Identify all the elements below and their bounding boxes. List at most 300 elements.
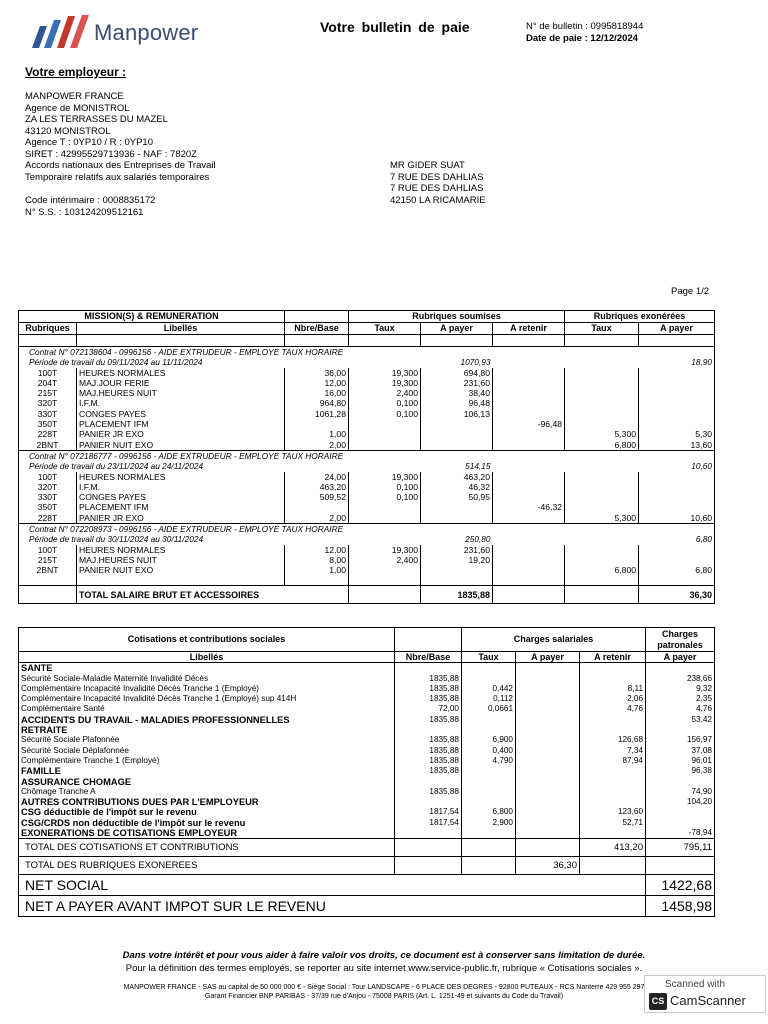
total-brut-row [19, 586, 715, 604]
taux [462, 766, 516, 776]
taux: 19,300 [349, 368, 421, 378]
a-retenir [580, 766, 646, 776]
taux-exo: 5,300 [565, 513, 639, 524]
a-payer: 106,13 [421, 409, 493, 419]
a-retenir [493, 555, 565, 565]
taux-exo [565, 545, 639, 555]
a-payer: 50,95 [421, 492, 493, 502]
rubrique-code: 320T [19, 482, 77, 492]
table-row [19, 409, 715, 419]
a-retenir [493, 429, 565, 439]
libelle: PANIER NUIT EXO [77, 440, 285, 451]
table-row [19, 694, 715, 704]
footer-legal-line: Garant Financier BNP PARIBAS - 37/39 rue d'Anjou - 75008 PARIS (Art. L. 1251-49 et suivants du Code du Travail) [204, 993, 564, 1000]
salariales-header: Charges salariales [462, 628, 646, 652]
net-payer-label: NET A PAYER AVANT IMPOT SUR LE REVENU [19, 896, 646, 917]
taux: 0,100 [349, 409, 421, 419]
a-payer: 463,20 [421, 472, 493, 482]
rubrique-code: 100T [19, 368, 77, 378]
table-row [19, 818, 715, 828]
libelle: Complémentaire Tranche 1 (Employé) [19, 756, 395, 766]
libelle: PANIER JR EXO [77, 429, 285, 439]
period-label: Période de travail du 09/11/2024 au 11/11/2024 [29, 357, 203, 368]
a-payer [516, 746, 580, 756]
nbre-base: 1817,54 [395, 807, 462, 817]
taux [349, 440, 421, 451]
table-row [19, 797, 715, 807]
a-payer-patronal: 2,35 [646, 694, 715, 704]
taux: 0,100 [349, 492, 421, 502]
employer-line: 43120 MONISTROL [25, 125, 111, 137]
a-payer-patronal [646, 663, 715, 674]
a-retenir: 8,11 [580, 684, 646, 694]
col-a-payer: A payer [516, 652, 580, 663]
nbre-base: 1835,88 [395, 674, 462, 684]
col-a-payer-exo: A payer [639, 323, 715, 335]
contract-title: Contrat N° 072208973 - 0996156 - AIDE EXTRUDEUR - EMPLOYE TAUX HORAIRE [19, 524, 715, 535]
taux: 0,100 [349, 398, 421, 408]
table-row [19, 828, 715, 839]
taux: 0,442 [462, 684, 516, 694]
table-row [19, 482, 715, 492]
libelle: PLACEMENT IFM [77, 502, 285, 512]
total-cotisations-retenir: 413,20 [580, 839, 646, 857]
period-row [19, 357, 715, 367]
table-row [19, 787, 715, 797]
taux-exo: 6,800 [565, 440, 639, 451]
libelle: PLACEMENT IFM [77, 419, 285, 429]
nbre-base: 1835,88 [395, 715, 462, 725]
table-row [19, 807, 715, 817]
exonerees-header: Rubriques exonérées [565, 311, 715, 323]
table-row [19, 472, 715, 482]
a-retenir [580, 674, 646, 684]
nbre-base: 1835,88 [395, 746, 462, 756]
libelle: I.F.M. [77, 482, 285, 492]
a-retenir [493, 545, 565, 555]
a-payer: 231,60 [421, 545, 493, 555]
a-retenir: 52,71 [580, 818, 646, 828]
a-payer-patronal: 104,20 [646, 797, 715, 807]
camscanner-icon: CS [649, 993, 667, 1010]
a-payer: 38,40 [421, 388, 493, 398]
footer-legal-line: MANPOWER FRANCE - SAS au capital de 50 000 000 € - Siège Social : Tour LANDSCAPE - 6 PLACE DES DEGRES - 92800 PUTEAUX - RCS Nanterre 429 955 297 [123, 984, 645, 991]
nbre-base [395, 725, 462, 735]
col-rubriques: Rubriques [19, 323, 77, 335]
nbre-base: 509,52 [285, 492, 349, 502]
taux-exo [565, 368, 639, 378]
nbre-base: 16,00 [285, 388, 349, 398]
employer-line: Agence de MONISTROL [25, 102, 130, 114]
rubrique-code: 228T [19, 513, 77, 524]
a-payer-exo [639, 409, 715, 419]
taux: 0,112 [462, 694, 516, 704]
taux [349, 502, 421, 512]
rubrique-code: 100T [19, 545, 77, 555]
table-row [19, 766, 715, 776]
taux [462, 674, 516, 684]
a-payer-patronal: 238,66 [646, 674, 715, 684]
a-payer [516, 735, 580, 745]
employer-line: ZA LES TERRASSES DU MAZEL [25, 114, 168, 125]
taux [462, 828, 516, 839]
a-retenir [493, 513, 565, 524]
a-retenir: 87,94 [580, 756, 646, 766]
employee-ids [25, 195, 155, 218]
a-payer-exo [639, 502, 715, 512]
nbre-base: 964,80 [285, 398, 349, 408]
table-row [19, 388, 715, 398]
table-row [19, 378, 715, 388]
taux: 0,100 [349, 482, 421, 492]
a-payer-patronal: 74,90 [646, 787, 715, 797]
a-retenir [493, 398, 565, 408]
table-row [19, 684, 715, 694]
rubrique-code: 204T [19, 378, 77, 388]
period-label: Période de travail du 23/11/2024 au 24/11/2024 [29, 461, 204, 472]
table-row [19, 492, 715, 502]
nbre-base: 36,00 [285, 368, 349, 378]
table-row [19, 368, 715, 378]
a-payer [421, 565, 493, 575]
social-security-number: N° S.S. : 103124209512161 [25, 206, 144, 218]
nbre-base: 24,00 [285, 472, 349, 482]
a-payer: 231,60 [421, 378, 493, 388]
subtotal-exo: 10,60 [691, 461, 713, 472]
libelle: PANIER NUIT EXO [77, 565, 285, 575]
rubrique-code: 350T [19, 502, 77, 512]
a-payer [516, 684, 580, 694]
libelle: Sécurité Sociale-Maladie Maternité Invalidité Décès [19, 674, 395, 684]
col-taux: Taux [349, 323, 421, 335]
mission-header: MISSION(S) & REMUNERATION [19, 311, 285, 323]
a-payer: 694,80 [421, 368, 493, 378]
table-row [19, 565, 715, 575]
net-social-label: NET SOCIAL [19, 875, 646, 896]
libelle: Sécurité Sociale Déplafonnée [19, 746, 395, 756]
employee-line: 7 RUE DES DAHLIAS [390, 183, 484, 194]
net-payer-value: 1458,98 [646, 896, 715, 917]
a-payer [516, 704, 580, 714]
scanned-with-label: Scanned with [665, 979, 726, 990]
taux: 0,0661 [462, 704, 516, 714]
taux [462, 777, 516, 787]
net-social-row [19, 875, 715, 896]
col-a-retenir: A retenir [580, 652, 646, 663]
nbre-base [285, 502, 349, 512]
contract-title: Contrat N° 072138604 - 0996156 - AIDE EXTRUDEUR - EMPLOYE TAUX HORAIRE [19, 347, 715, 358]
table-row [19, 725, 715, 735]
rubrique-code: 2BNT [19, 440, 77, 451]
libelle: HEURES NORMALES [77, 368, 285, 378]
a-retenir [493, 388, 565, 398]
taux [349, 419, 421, 429]
rubrique-code: 320T [19, 398, 77, 408]
taux [349, 513, 421, 524]
libelle: CSG/CRDS non déductible de l'impôt sur le revenu [19, 818, 395, 828]
employee-address [390, 160, 486, 206]
rubrique-code: 215T [19, 388, 77, 398]
taux-exo [565, 378, 639, 388]
subtotal-payer: 250,80 [465, 534, 491, 545]
libelle: Complémentaire Santé [19, 704, 395, 714]
a-payer [516, 766, 580, 776]
a-retenir: -96,48 [493, 419, 565, 429]
nbre-base: 2,00 [285, 513, 349, 524]
contract-row [19, 524, 715, 535]
a-payer [516, 725, 580, 735]
libelle: HEURES NORMALES [77, 545, 285, 555]
taux-exo [565, 388, 639, 398]
total-exonerees-value: 36,30 [516, 857, 580, 875]
net-payer-row [19, 896, 715, 917]
libelle: ACCIDENTS DU TRAVAIL - MALADIES PROFESSIONNELLES [19, 715, 395, 725]
nbre-base: 12,00 [285, 545, 349, 555]
footer-definition-note: Pour la définition des termes employés, se reporter au site internet www.service-public.fr, rubrique « Cotisations sociales ». [125, 963, 643, 974]
a-payer [421, 429, 493, 439]
brand-name: Manpower [94, 20, 199, 45]
a-payer-exo [639, 555, 715, 565]
table-row [19, 715, 715, 725]
a-retenir [580, 663, 646, 674]
nbre-base: 1835,88 [395, 735, 462, 745]
contract-title: Contrat N° 072186777 - 0996156 - AIDE EXTRUDEUR - EMPLOYE TAUX HORAIRE [19, 450, 715, 461]
libelle: I.F.M. [77, 398, 285, 408]
a-retenir: -46,32 [493, 502, 565, 512]
cotisations-table [18, 627, 715, 917]
a-payer [516, 797, 580, 807]
a-payer-exo [639, 368, 715, 378]
a-payer [516, 828, 580, 839]
a-retenir: 123,60 [580, 807, 646, 817]
taux: 6,900 [462, 735, 516, 745]
taux [462, 787, 516, 797]
a-payer-exo [639, 388, 715, 398]
employer-heading: Votre employeur : [25, 65, 127, 79]
table-row [19, 704, 715, 714]
a-payer [421, 419, 493, 429]
rubrique-code: 215T [19, 555, 77, 565]
total-brut-exo: 36,30 [639, 586, 715, 604]
a-retenir [493, 472, 565, 482]
bulletin-number: N° de bulletin : 0995818944 [526, 21, 644, 32]
nbre-base: 2,00 [285, 440, 349, 451]
libelle: CONGES PAYES [77, 409, 285, 419]
libelle: Chômage Tranche A [19, 787, 395, 797]
taux-exo [565, 555, 639, 565]
libelle: HEURES NORMALES [77, 472, 285, 482]
a-payer-patronal [646, 777, 715, 787]
employer-line: Temporaire relatifs aux salariés temporaires [25, 171, 210, 183]
a-payer [516, 787, 580, 797]
nbre-base [395, 777, 462, 787]
employer-line: SIRET : 42995529713936 - NAF : 7820Z [25, 148, 197, 160]
col-a-payer: A payer [421, 323, 493, 335]
a-payer-exo: 5,30 [639, 429, 715, 439]
a-retenir [580, 777, 646, 787]
a-retenir [580, 828, 646, 839]
footer-conservation-note: Dans votre intérêt et pour vous aider à faire valoir vos droits, ce document est à conserver sans limitation de durée. [122, 950, 646, 961]
a-retenir [493, 492, 565, 502]
taux: 2,400 [349, 555, 421, 565]
a-retenir: 7,34 [580, 746, 646, 756]
taux-exo [565, 419, 639, 429]
taux: 4,790 [462, 756, 516, 766]
page-title: Votre bulletin de paie [320, 19, 470, 35]
nbre-base: 12,00 [285, 378, 349, 388]
nbre-base: 1817,54 [395, 818, 462, 828]
a-payer [421, 440, 493, 451]
table-row [19, 429, 715, 439]
a-retenir [493, 368, 565, 378]
a-retenir [493, 409, 565, 419]
a-payer-exo [639, 419, 715, 429]
a-payer-patronal: -78,94 [646, 828, 715, 839]
cotisations-header: Cotisations et contributions sociales [19, 628, 395, 652]
net-social-value: 1422,68 [646, 875, 715, 896]
taux-exo: 5,300 [565, 429, 639, 439]
taux: 0,400 [462, 746, 516, 756]
nbre-base [395, 797, 462, 807]
a-retenir [580, 715, 646, 725]
contract-row [19, 450, 715, 461]
libelle: SANTE [19, 663, 395, 674]
a-retenir: 2,06 [580, 694, 646, 704]
patronales-header: Charges patronales [646, 628, 715, 652]
libelle: Complémentaire Incapacité Invalidité Décès Tranche 1 (Employé) [19, 684, 395, 694]
taux-exo [565, 409, 639, 419]
table-row [19, 663, 715, 674]
nbre-base: 72,00 [395, 704, 462, 714]
table-row [19, 674, 715, 684]
soumises-header: Rubriques soumises [349, 311, 565, 323]
table-row [19, 756, 715, 766]
col-libelles: Libellés [19, 652, 395, 663]
col-a-payer-patronal: A payer [646, 652, 715, 663]
page-number: Page 1/2 [671, 286, 710, 297]
a-retenir [493, 482, 565, 492]
a-retenir [580, 725, 646, 735]
period-row [19, 534, 715, 544]
camscanner-label: CamScanner [670, 993, 746, 1008]
taux-exo [565, 492, 639, 502]
a-payer-patronal: 9,32 [646, 684, 715, 694]
camscanner-watermark [644, 975, 766, 1013]
libelle: FAMILLE [19, 766, 395, 776]
libelle: Complémentaire Incapacité Invalidité Décès Tranche 1 (Employé) sup 414H [19, 694, 395, 704]
a-payer-patronal: 4,76 [646, 704, 715, 714]
employee-line: 7 RUE DES DAHLIAS [390, 171, 484, 183]
a-payer: 19,20 [421, 555, 493, 565]
a-payer [516, 674, 580, 684]
subtotal-payer: 514,15 [465, 461, 491, 472]
nbre-base: 1,00 [285, 565, 349, 575]
a-payer-exo: 10,60 [639, 513, 715, 524]
a-retenir [580, 787, 646, 797]
col-libelles: Libellés [77, 323, 285, 335]
a-payer-exo [639, 492, 715, 502]
table-row [19, 398, 715, 408]
taux: 19,300 [349, 378, 421, 388]
total-brut-payer: 1835,88 [421, 586, 493, 604]
a-payer-patronal: 156,97 [646, 735, 715, 745]
taux: 2,900 [462, 818, 516, 828]
a-payer [516, 777, 580, 787]
col-nbre-base: Nbre/Base [395, 652, 462, 663]
nbre-base: 1835,88 [395, 787, 462, 797]
a-payer [516, 807, 580, 817]
a-payer [516, 715, 580, 725]
libelle: EXONERATIONS DE COTISATIONS EMPLOYEUR [19, 828, 395, 839]
nbre-base: 8,00 [285, 555, 349, 565]
subtotal-payer: 1070,93 [460, 357, 491, 368]
taux-exo [565, 502, 639, 512]
total-exonerees-label: TOTAL DES RUBRIQUES EXONEREES [19, 857, 395, 875]
employee-line: MR GIDER SUAT [390, 160, 465, 171]
total-cotisations-patronal: 795,11 [646, 839, 715, 857]
pay-date: Date de paie : 12/12/2024 [526, 33, 638, 44]
interim-code: Code intérimaire : 0008835172 [25, 195, 156, 206]
rubrique-code: 228T [19, 429, 77, 439]
a-payer-exo [639, 482, 715, 492]
contract-row [19, 347, 715, 358]
a-payer [516, 663, 580, 674]
nbre-base: 1,00 [285, 429, 349, 439]
rubrique-code: 2BNT [19, 565, 77, 575]
libelle: RETRAITE [19, 725, 395, 735]
a-retenir: 4,76 [580, 704, 646, 714]
subtotal-exo: 6,80 [695, 534, 713, 545]
table-row [19, 440, 715, 451]
a-payer-exo [639, 378, 715, 388]
table-row [19, 419, 715, 429]
period-row [19, 461, 715, 471]
taux [462, 725, 516, 735]
libelle: ASSURANCE CHOMAGE [19, 777, 395, 787]
a-payer [516, 694, 580, 704]
a-retenir [580, 797, 646, 807]
a-payer-exo: 6,80 [639, 565, 715, 575]
a-payer-exo [639, 545, 715, 555]
manpower-logo [30, 14, 230, 50]
table-row [19, 502, 715, 512]
table-row [19, 555, 715, 565]
taux [462, 715, 516, 725]
total-brut-label: TOTAL SALAIRE BRUT ET ACCESSOIRES [77, 586, 349, 604]
nbre-base: 1835,88 [395, 756, 462, 766]
taux [462, 663, 516, 674]
a-payer [516, 756, 580, 766]
libelle: MAJ.HEURES NUIT [77, 388, 285, 398]
taux-exo [565, 472, 639, 482]
a-retenir [493, 378, 565, 388]
a-retenir: 126,68 [580, 735, 646, 745]
rubrique-code: 330T [19, 492, 77, 502]
a-payer-patronal: 37,08 [646, 746, 715, 756]
a-payer-patronal: 53,42 [646, 715, 715, 725]
remuneration-table [18, 310, 715, 604]
nbre-base: 1061,28 [285, 409, 349, 419]
a-payer [421, 502, 493, 512]
a-payer [516, 818, 580, 828]
a-payer-exo: 13,60 [639, 440, 715, 451]
col-a-retenir: A retenir [493, 323, 565, 335]
table-row [19, 746, 715, 756]
libelle: MAJ.JOUR FERIE [77, 378, 285, 388]
taux-exo [565, 482, 639, 492]
employer-line: Accords nationaux des Entreprises de Travail [25, 160, 216, 171]
employer-line: MANPOWER FRANCE [25, 91, 124, 102]
